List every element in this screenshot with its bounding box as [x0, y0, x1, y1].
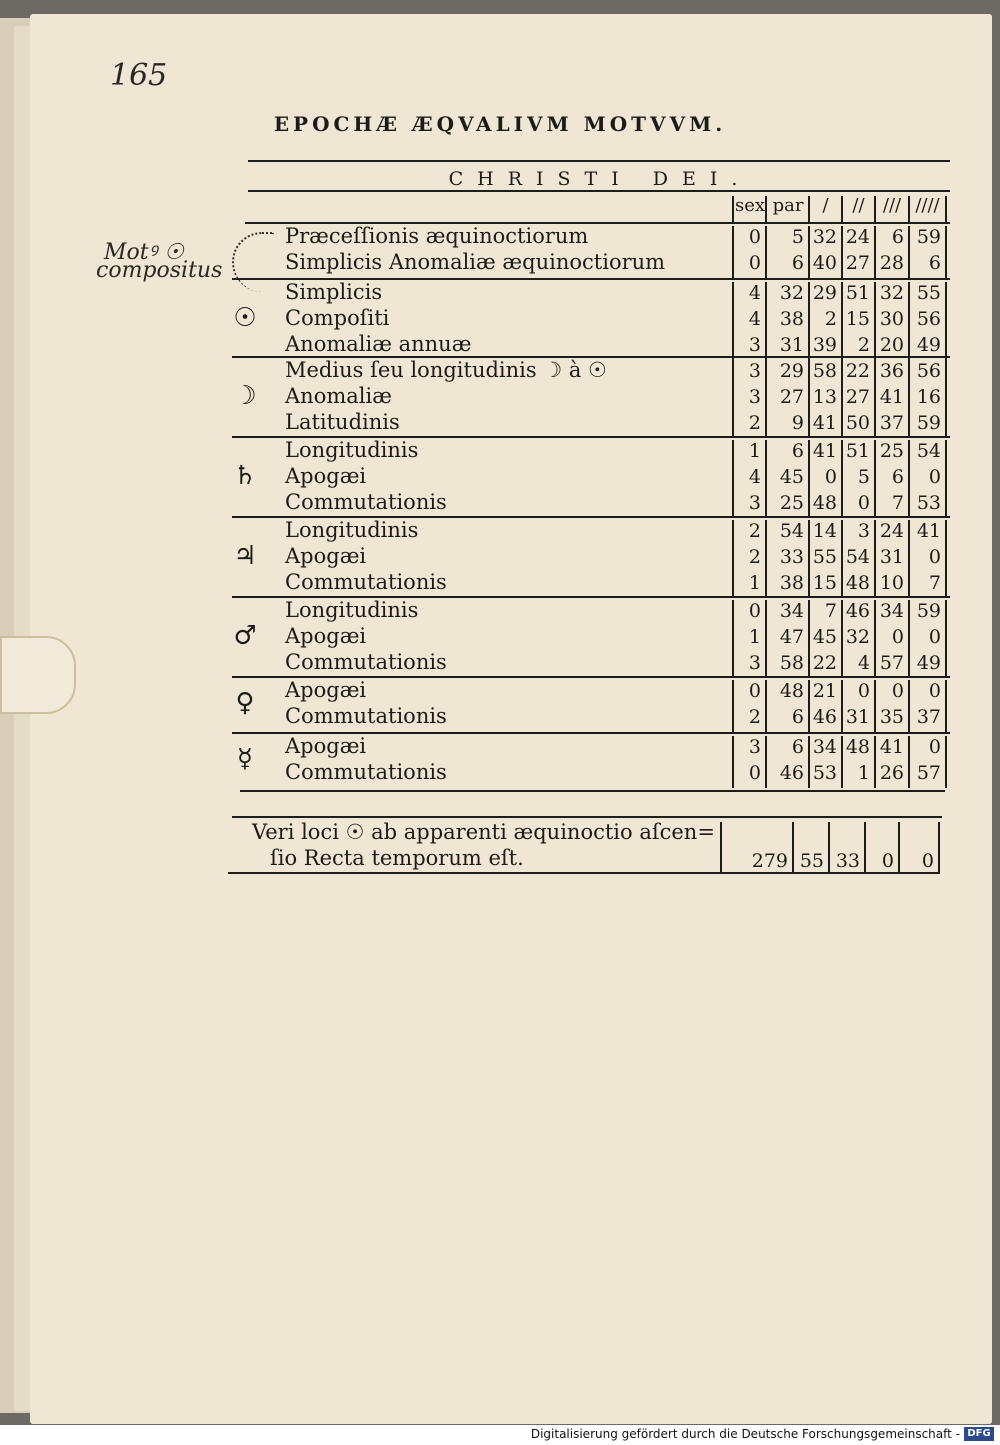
value-cell: 3 — [748, 492, 761, 514]
value-cell: 38 — [779, 308, 804, 330]
value-cell: 46 — [812, 706, 837, 728]
value-cell: 27 — [779, 386, 804, 408]
column-header: // — [852, 195, 865, 216]
value-cell: 55 — [916, 282, 941, 304]
row-label: Commutationis — [285, 490, 447, 514]
planet-symbol: ♄ — [233, 461, 257, 491]
row-label: Commutationis — [285, 704, 447, 728]
final-value-cell: 33 — [835, 850, 860, 872]
value-cell: 59 — [916, 226, 941, 248]
value-cell: 54 — [845, 546, 870, 568]
row-label: Apogæi — [285, 624, 367, 648]
planet-symbol: ☉ — [233, 303, 257, 333]
value-cell: 24 — [845, 226, 870, 248]
value-cell: 56 — [916, 308, 941, 330]
value-cell: 41 — [812, 412, 837, 434]
row-label: Præceſſionis æquinoctiorum — [285, 224, 589, 248]
value-cell: 0 — [928, 546, 941, 568]
final-value-cell: 55 — [799, 850, 824, 872]
value-cell: 0 — [748, 680, 761, 702]
row-label: Apogæi — [285, 734, 367, 758]
value-cell: 59 — [916, 412, 941, 434]
planet-symbol: ☽ — [233, 381, 257, 411]
value-cell: 53 — [916, 492, 941, 514]
column-header: //// — [915, 195, 940, 216]
value-cell: 36 — [879, 360, 904, 382]
column-header: / — [822, 195, 829, 216]
row-label: Simplicis — [285, 280, 383, 304]
value-column-divider — [765, 282, 767, 360]
footer-bar — [0, 1425, 1000, 1445]
value-cell: 7 — [928, 572, 941, 594]
value-cell: 0 — [748, 762, 761, 784]
value-cell: 3 — [748, 386, 761, 408]
value-cell: 35 — [879, 706, 904, 728]
value-cell: 50 — [845, 412, 870, 434]
value-cell: 29 — [779, 360, 804, 382]
value-column-divider — [732, 600, 734, 678]
value-cell: 6 — [791, 440, 804, 462]
margin-note-line-1: Motꝰ ☉ — [104, 240, 184, 265]
value-cell: 3 — [748, 334, 761, 356]
header-column-divider — [808, 196, 810, 222]
value-cell: 56 — [916, 360, 941, 382]
value-cell: 24 — [879, 520, 904, 542]
row-label: Anomaliæ annuæ — [285, 332, 472, 356]
value-cell: 34 — [812, 736, 837, 758]
value-cell: 4 — [857, 652, 870, 674]
value-cell: 31 — [879, 546, 904, 568]
value-column-divider — [945, 360, 947, 438]
value-cell: 28 — [879, 252, 904, 274]
value-cell: 4 — [748, 282, 761, 304]
value-column-divider — [765, 600, 767, 678]
value-cell: 6 — [791, 706, 804, 728]
final-value-cell: 0 — [921, 850, 934, 872]
table-caption: CHRISTI DEI. — [448, 168, 752, 190]
value-cell: 57 — [916, 762, 941, 784]
final-value-cell: 0 — [881, 850, 894, 872]
value-cell: 30 — [879, 308, 904, 330]
final-value-cell: 279 — [751, 850, 788, 872]
value-cell: 2 — [824, 308, 837, 330]
column-header: /// — [882, 195, 902, 216]
value-cell: 0 — [748, 600, 761, 622]
value-cell: 0 — [857, 680, 870, 702]
value-cell: 54 — [916, 440, 941, 462]
column-header: par — [772, 195, 804, 216]
value-column-divider — [732, 440, 734, 518]
value-cell: 0 — [928, 736, 941, 758]
value-column-divider — [945, 736, 947, 788]
final-column-divider — [938, 822, 940, 872]
value-cell: 6 — [891, 226, 904, 248]
final-text-line-2: ſio Recta temporum eſt. — [270, 846, 524, 870]
value-cell: 0 — [928, 680, 941, 702]
value-cell: 26 — [879, 762, 904, 784]
value-cell: 34 — [879, 600, 904, 622]
value-column-divider — [732, 736, 734, 788]
value-column-divider — [732, 360, 734, 438]
value-cell: 21 — [812, 680, 837, 702]
row-label: Compoſiti — [285, 306, 390, 330]
value-cell: 46 — [779, 762, 804, 784]
header-column-divider — [732, 196, 734, 222]
value-cell: 55 — [812, 546, 837, 568]
value-cell: 0 — [891, 626, 904, 648]
value-cell: 0 — [928, 466, 941, 488]
final-column-divider — [898, 822, 900, 872]
value-cell: 39 — [812, 334, 837, 356]
value-cell: 0 — [891, 680, 904, 702]
header-column-divider — [945, 196, 947, 222]
planet-symbol: ♃ — [233, 541, 257, 571]
value-cell: 13 — [812, 386, 837, 408]
row-label: Commutationis — [285, 760, 447, 784]
folio-number: 165 — [110, 58, 168, 93]
value-cell: 57 — [879, 652, 904, 674]
value-column-divider — [765, 360, 767, 438]
final-column-divider — [792, 822, 794, 872]
value-cell: 7 — [891, 492, 904, 514]
value-column-divider — [765, 226, 767, 278]
value-cell: 1 — [748, 572, 761, 594]
value-cell: 9 — [791, 412, 804, 434]
value-cell: 49 — [916, 652, 941, 674]
value-cell: 6 — [928, 252, 941, 274]
header-column-divider — [765, 196, 767, 222]
value-cell: 6 — [891, 466, 904, 488]
value-cell: 54 — [779, 520, 804, 542]
value-cell: 15 — [845, 308, 870, 330]
value-column-divider — [945, 600, 947, 678]
row-label: Longitudinis — [285, 598, 419, 622]
value-column-divider — [945, 680, 947, 732]
value-column-divider — [765, 440, 767, 518]
value-cell: 31 — [845, 706, 870, 728]
value-column-divider — [765, 680, 767, 732]
value-cell: 5 — [791, 226, 804, 248]
top-rule — [248, 160, 950, 162]
value-cell: 32 — [845, 626, 870, 648]
column-header: sex — [735, 195, 766, 216]
value-column-divider — [732, 282, 734, 360]
value-cell: 51 — [845, 440, 870, 462]
value-cell: 6 — [791, 252, 804, 274]
value-cell: 3 — [748, 652, 761, 674]
value-cell: 48 — [845, 572, 870, 594]
value-cell: 32 — [779, 282, 804, 304]
value-cell: 41 — [879, 736, 904, 758]
value-column-divider — [732, 226, 734, 278]
page-tab-marker — [0, 636, 76, 714]
value-cell: 48 — [812, 492, 837, 514]
value-column-divider — [945, 226, 947, 278]
value-column-divider — [732, 520, 734, 598]
value-cell: 1 — [857, 762, 870, 784]
value-cell: 27 — [845, 386, 870, 408]
planet-symbol: ♀ — [235, 688, 255, 718]
value-cell: 40 — [812, 252, 837, 274]
value-cell: 27 — [845, 252, 870, 274]
final-bottom-rule — [228, 872, 940, 874]
row-label: Longitudinis — [285, 518, 419, 542]
value-column-divider — [765, 520, 767, 598]
running-head: EPOCHÆ ÆQVALIVM MOTVVM. — [273, 112, 727, 136]
value-cell: 22 — [812, 652, 837, 674]
value-cell: 49 — [916, 334, 941, 356]
value-cell: 41 — [916, 520, 941, 542]
value-cell: 20 — [879, 334, 904, 356]
value-cell: 2 — [748, 546, 761, 568]
value-column-divider — [765, 736, 767, 788]
dfg-logo: DFG — [964, 1427, 994, 1441]
final-text-line-1: Veri loci ☉ ab apparenti æquinoctio aſcen= — [252, 820, 715, 844]
row-label: Simplicis Anomaliæ æquinoctiorum — [285, 250, 666, 274]
margin-note-line-2: compositus — [96, 258, 223, 283]
value-cell: 29 — [812, 282, 837, 304]
final-top-rule — [232, 816, 942, 818]
value-cell: 4 — [748, 466, 761, 488]
row-label: Commutationis — [285, 570, 447, 594]
value-column-divider — [945, 440, 947, 518]
value-cell: 2 — [748, 706, 761, 728]
value-column-divider — [945, 282, 947, 360]
value-cell: 45 — [812, 626, 837, 648]
value-cell: 14 — [812, 520, 837, 542]
value-cell: 2 — [748, 520, 761, 542]
value-cell: 16 — [916, 386, 941, 408]
planet-symbol: ☿ — [237, 744, 253, 774]
header-column-divider — [908, 196, 910, 222]
row-label: Longitudinis — [285, 438, 419, 462]
value-cell: 32 — [879, 282, 904, 304]
value-cell: 32 — [812, 226, 837, 248]
row-label: Anomaliæ — [285, 384, 392, 408]
value-cell: 4 — [748, 308, 761, 330]
value-column-divider — [732, 680, 734, 732]
value-cell: 0 — [857, 492, 870, 514]
value-cell: 0 — [824, 466, 837, 488]
value-cell: 1 — [748, 440, 761, 462]
final-column-divider — [720, 822, 722, 872]
value-cell: 6 — [791, 736, 804, 758]
value-cell: 47 — [779, 626, 804, 648]
row-label: Latitudinis — [285, 410, 400, 434]
value-cell: 10 — [879, 572, 904, 594]
value-cell: 0 — [748, 226, 761, 248]
row-label: Apogæi — [285, 678, 367, 702]
value-cell: 7 — [824, 600, 837, 622]
header-column-divider — [841, 196, 843, 222]
value-cell: 46 — [845, 600, 870, 622]
value-cell: 51 — [845, 282, 870, 304]
value-cell: 25 — [779, 492, 804, 514]
value-cell: 1 — [748, 626, 761, 648]
value-cell: 38 — [779, 572, 804, 594]
value-cell: 48 — [779, 680, 804, 702]
value-cell: 59 — [916, 600, 941, 622]
value-cell: 3 — [857, 520, 870, 542]
value-cell: 2 — [748, 412, 761, 434]
value-cell: 37 — [916, 706, 941, 728]
value-cell: 5 — [857, 466, 870, 488]
value-cell: 58 — [779, 652, 804, 674]
value-cell: 41 — [879, 386, 904, 408]
caption-rule — [248, 190, 950, 192]
value-cell: 58 — [812, 360, 837, 382]
final-column-divider — [864, 822, 866, 872]
value-cell: 2 — [857, 334, 870, 356]
row-label: Medius ſeu longitudinis ☽ à ☉ — [285, 358, 607, 382]
value-cell: 34 — [779, 600, 804, 622]
value-cell: 25 — [879, 440, 904, 462]
value-cell: 41 — [812, 440, 837, 462]
value-cell: 33 — [779, 546, 804, 568]
value-column-divider — [945, 520, 947, 598]
value-cell: 0 — [748, 252, 761, 274]
value-cell: 22 — [845, 360, 870, 382]
row-label: Commutationis — [285, 650, 447, 674]
value-cell: 3 — [748, 360, 761, 382]
value-cell: 15 — [812, 572, 837, 594]
row-label: Apogæi — [285, 464, 367, 488]
value-cell: 3 — [748, 736, 761, 758]
footer-credit: Digitalisierung gefördert durch die Deutsche Forschungsgemeinschaft - — [530, 1427, 960, 1441]
table-bottom-rule — [240, 790, 945, 792]
value-cell: 45 — [779, 466, 804, 488]
planet-symbol: ♂ — [233, 621, 257, 651]
final-column-divider — [828, 822, 830, 872]
row-label: Apogæi — [285, 544, 367, 568]
value-cell: 31 — [779, 334, 804, 356]
value-cell: 0 — [928, 626, 941, 648]
value-cell: 48 — [845, 736, 870, 758]
value-cell: 53 — [812, 762, 837, 784]
value-cell: 37 — [879, 412, 904, 434]
header-column-divider — [874, 196, 876, 222]
